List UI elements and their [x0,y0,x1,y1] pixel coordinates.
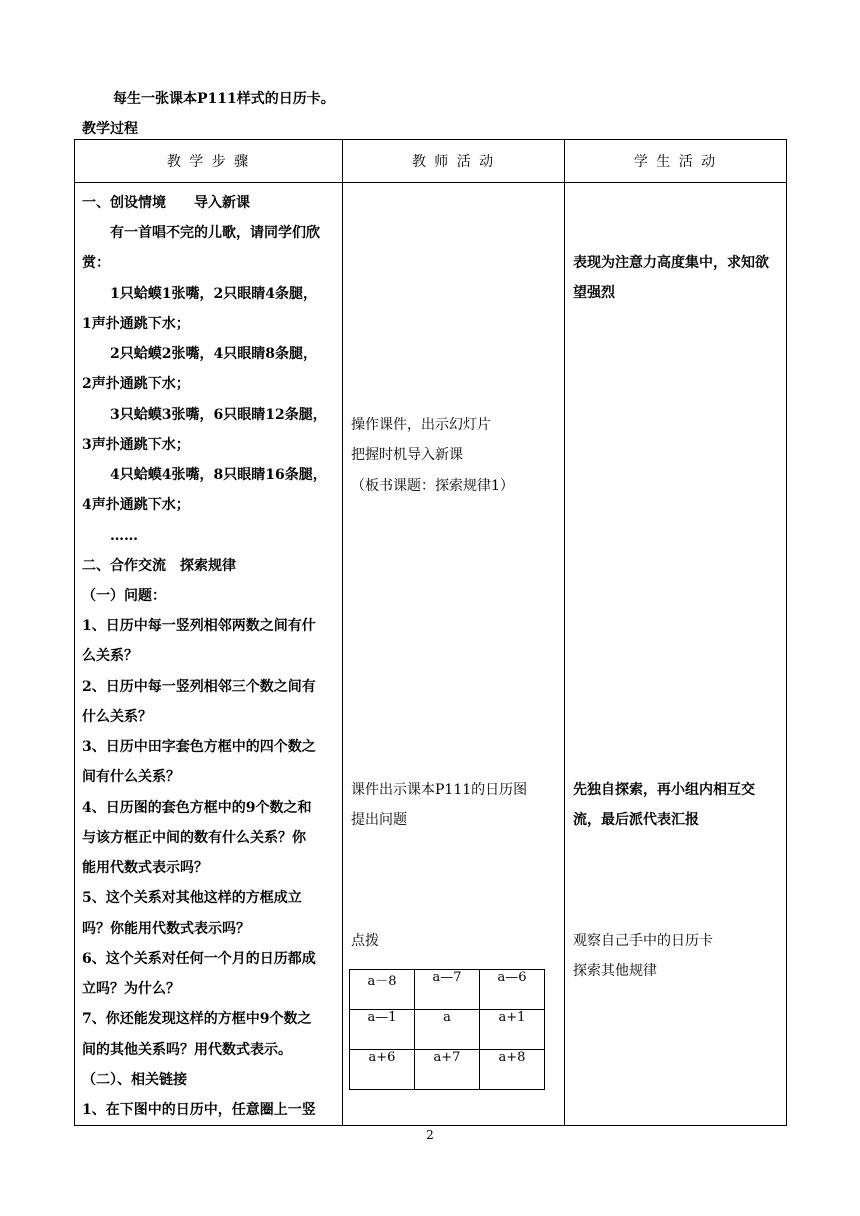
header-steps: 教 学 步 骤 [75,140,343,183]
grid-cell: a+8 [480,1050,545,1090]
section-title: 教学过程 [82,121,138,137]
grid-cell: a—6 [480,970,545,1010]
step-line: 1、日历中每一竖列相邻两数之间有什 [82,618,316,634]
step-line: 6、这个关系对任何一个月的日历都成 [82,951,316,967]
step-line: 2只蛤蟆2张嘴，4只眼睛8条腿， [82,346,317,362]
steps-cell [75,183,343,1126]
step-line: 与该方框正中间的数有什么关系？你 [82,830,306,846]
step-line: 么关系？ [82,648,138,664]
student-cell [565,183,787,1126]
grid-cell: a－8 [350,970,415,1010]
step-line: 立吗？为什么？ [82,981,180,997]
step-line: 3只蛤蟆3张嘴，6只眼睛12条腿， [82,407,327,423]
teacher-cell [343,183,565,1126]
grid-cell: a—7 [415,970,480,1010]
step-line: 吗？你能用代数式表示吗？ [82,921,250,937]
step-line: （二）、相关链接 [82,1072,187,1088]
step-line: …… [82,528,138,544]
step-line: 赏： [82,255,110,271]
step-line: 什么关系？ [82,709,152,725]
calendar-expression-grid [349,969,545,1090]
step-line: 3声扑通跳下水； [82,437,190,453]
step-line: 7、你还能发现这样的方框中9个数之 [82,1011,312,1027]
step-line: 1声扑通跳下水； [82,316,190,332]
page-number: 2 [426,1128,434,1142]
teacher-line: 操作课件，出示幻灯片 [351,417,491,433]
grid-cell: a+6 [350,1050,415,1090]
student-line: 表现为注意力高度集中，求知欲 [573,255,769,271]
header-student: 学 生 活 动 [565,140,787,183]
table-header-row [75,140,787,183]
lesson-table [74,139,787,1126]
table-body-row [75,183,787,1126]
step-line: 2声扑通跳下水； [82,376,190,392]
step-line: （一）问题： [82,588,166,604]
grid-cell: a+7 [415,1050,480,1090]
step-line: 一、创设情境 导入新课 [82,195,250,211]
teacher-line: 提出问题 [351,812,407,828]
student-line: 先独自探索，再小组内相互交 [573,782,755,798]
intro-text: 每生一张课本P111样式的日历卡。 [113,91,335,107]
step-line: 能用代数式表示吗？ [82,860,208,876]
step-line: 5、这个关系对其他这样的方框成立 [82,890,302,906]
step-line: 有一首唱不完的儿歌，请同学们欣 [82,225,320,241]
teacher-line: 把握时机导入新课 [351,447,463,463]
step-line: 1、在下图中的日历中，任意圈上一竖 [82,1102,316,1118]
step-line: 二、合作交流 探索规律 [82,558,236,574]
step-line: 间有什么关系？ [82,769,180,785]
grid-cell: a [415,1010,480,1050]
teacher-line: （板书课题：探索规律1） [351,478,514,494]
step-line: 4只蛤蟆4张嘴，8只眼睛16条腿， [82,467,327,483]
step-line: 4声扑通跳下水； [82,497,190,513]
student-line: 望强烈 [573,285,615,301]
grid-cell: a+1 [480,1010,545,1050]
header-teacher: 教 师 活 动 [343,140,565,183]
student-line: 探索其他规律 [573,963,657,979]
teacher-line: 点拨 [351,933,379,949]
teacher-line: 课件出示课本P111的日历图 [351,782,528,798]
step-line: 1只蛤蟆1张嘴，2只眼睛4条腿， [82,286,317,302]
student-line: 观察自己手中的日历卡 [573,933,713,949]
step-line: 间的其他关系吗？用代数式表示。 [82,1042,292,1058]
step-line: 4、日历图的套色方框中的9个数之和 [82,800,312,816]
step-line: 2、日历中每一竖列相邻三个数之间有 [82,679,316,695]
grid-cell: a—1 [350,1010,415,1050]
student-line: 流，最后派代表汇报 [573,812,699,828]
step-line: 3、日历中田字套色方框中的四个数之 [82,739,316,755]
